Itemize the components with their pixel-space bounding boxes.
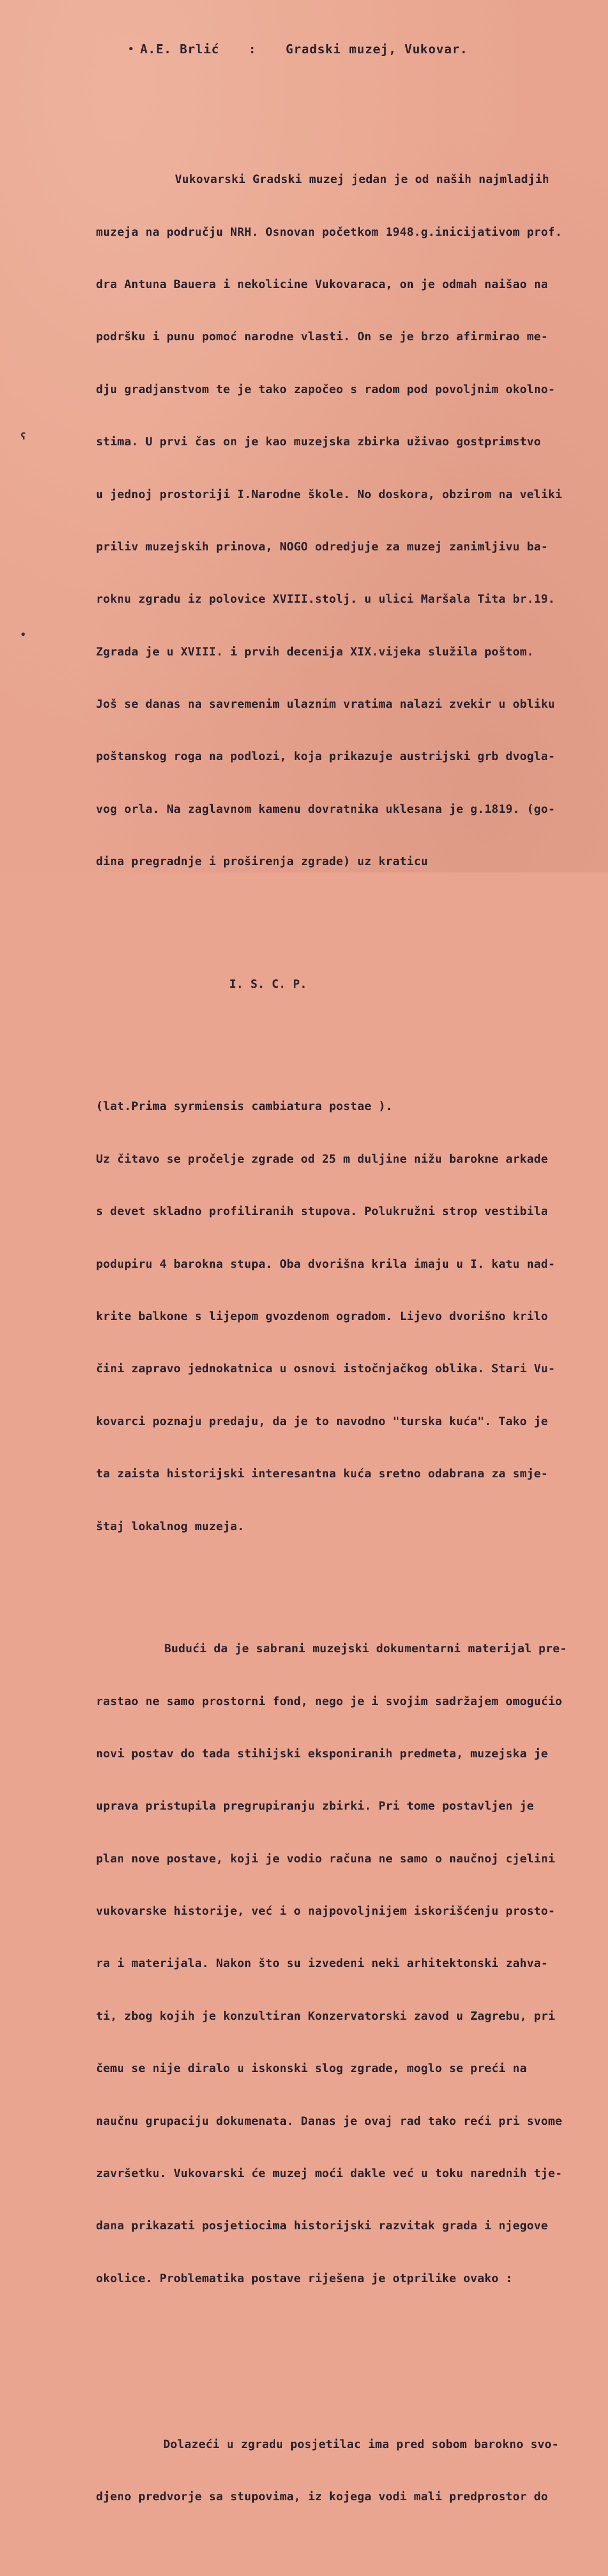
text-line: dana prikazati posjetiocima historijski razvitak grada i njegove (96, 2219, 548, 2233)
text-line: podršku i punu pomoć narodne vlasti. On se je brzo afirmirao me- (96, 330, 548, 344)
abbreviation-line (96, 941, 587, 1028)
paragraph-4 (96, 2401, 587, 2541)
text-line: vog orla. Na zaglavnom kamenu dovratnika uklesana je g.1819. (go- (96, 802, 555, 816)
paragraph-2 (96, 1063, 587, 1571)
text-line: u jednoj prostoriji I.Narodne škole. No doskora, obzirom na veliki (96, 487, 563, 501)
text-line: novi postav do tada stihijski eksponiranih predmeta, muzejska je (96, 1747, 548, 1761)
text-line: dju gradjanstvom te je tako započeo s radom pod povoljnim okolno- (96, 382, 555, 396)
text-line: podupiru 4 barokna stupa. Oba dvorišna krila imaju u I. katu nad- (96, 1257, 555, 1271)
stray-dot-mark: • (128, 44, 134, 55)
text-line: Dolazeći u zgradu posjetilac ima pred sobom barokno svo- (163, 2437, 559, 2451)
text-line: štaj lokalnog muzeja. (96, 1519, 245, 1533)
text-line: Vukovarski Gradski muzej jedan je od naših najmladjih (175, 173, 549, 187)
text-line: ta zaista historijski interesantna kuća sretno odabrana za smje- (96, 1467, 548, 1481)
document-title: Gradski muzej, Vukovar. (285, 43, 468, 57)
text-line: rastao ne samo prostorni fond, nego je i svojim sadržajem omogućio (96, 1694, 563, 1708)
margin-mark: ʕ (20, 431, 26, 442)
text-line: okolice. Problematika postave riješena je otprilike ovako : (96, 2271, 513, 2285)
text-line: plan nove postave, koji je vodio računa ne samo o naučnoj cjelini (96, 1852, 555, 1866)
text-line: muzeja na području NRH. Osnovan početkom 1948.g.inicijativom prof. (96, 225, 563, 239)
text-line: krite balkone s lijepom gvozdenom ogradom. Lijevo dvorišno krilo (96, 1309, 548, 1323)
text-line: Uz čitavo se pročelje zgrade od 25 m duljine nižu barokne arkade (96, 1152, 548, 1166)
text-line: stima. U prvi čas on je kao muzejska zbirka uživao gostprimstvo (96, 435, 541, 449)
text-line: ra i materijala. Nakon što su izvedeni neki arhitektonski zahva- (96, 1957, 548, 1971)
paragraph-gap (96, 2358, 587, 2366)
text-line: naučnu grupaciju dokumenata. Danas je ovaj rad tako reći pri svome (96, 2114, 563, 2128)
paragraph-1 (96, 137, 587, 906)
text-line: završetku. Vukovarski će muzej moći dakle već u toku narednih tje- (96, 2167, 563, 2181)
document-header (0, 43, 608, 57)
text-line: čini zapravo jednokatnica u osnovi istočnjačkog oblika. Stari Vu- (96, 1362, 555, 1376)
text-line: Još se danas na savremenim ulaznim vratima nalazi zvekir u obliku (96, 698, 555, 711)
text-line: djeno predvorje sa stupovima, iz kojega vodi mali predprostor do (96, 2490, 548, 2504)
text-line: dina pregradnje i proširenja zgrade) uz kraticu (96, 855, 428, 869)
author-name: A.E. Brlić (140, 43, 220, 57)
abbreviation-text: I. S. C. P. (229, 977, 307, 991)
text-line: (lat.Prima syrmiensis cambiatura postae ). (96, 1100, 393, 1114)
text-line: roknu zgradu iz polovice XVIII.stolj. u ulici Maršala Tita br.19. (96, 593, 555, 606)
text-line: poštanskog roga na podlozi, koja prikazuje austrijski grb dvogla- (96, 750, 555, 764)
document-body (96, 101, 587, 2576)
text-line: priliv muzejskih prinova, NOGO odredjuje za muzej zanimljivu ba- (96, 540, 548, 554)
text-line: Budući da je sabrani muzejski dokumentarni materijal pre- (164, 1642, 567, 1656)
text-line: Zgrada je u XVIII. i prvih decenija XIX.vijeka služila poštom. (96, 645, 534, 659)
text-line: kovarci poznaju predaju, da je to navodno "turska kuća". Tako je (96, 1414, 548, 1428)
text-line: vukovarske historije, već i o najpovoljnijem iskorišćenju prosto- (96, 1905, 555, 1918)
text-line: uprava pristupila pregrupiranju zbirki. Pri tome postavljen je (96, 1799, 534, 1813)
text-line: s devet skladno profiliranih stupova. Polukružni strop vestibila (96, 1205, 548, 1219)
text-line: dra Antuna Bauera i nekolicine Vukovaraca, on je odmah naišao na (96, 277, 548, 291)
text-line: čemu se nije diralo u iskonski slog zgrade, moglo se preći na (96, 2062, 527, 2076)
margin-dot-mark: • (20, 629, 26, 641)
paragraph-3 (96, 1606, 587, 2323)
text-line: ti, zbog kojih je konzultiran Konzervatorski zavod u Zagrebu, pri (96, 2009, 555, 2023)
header-separator: : (249, 43, 257, 57)
